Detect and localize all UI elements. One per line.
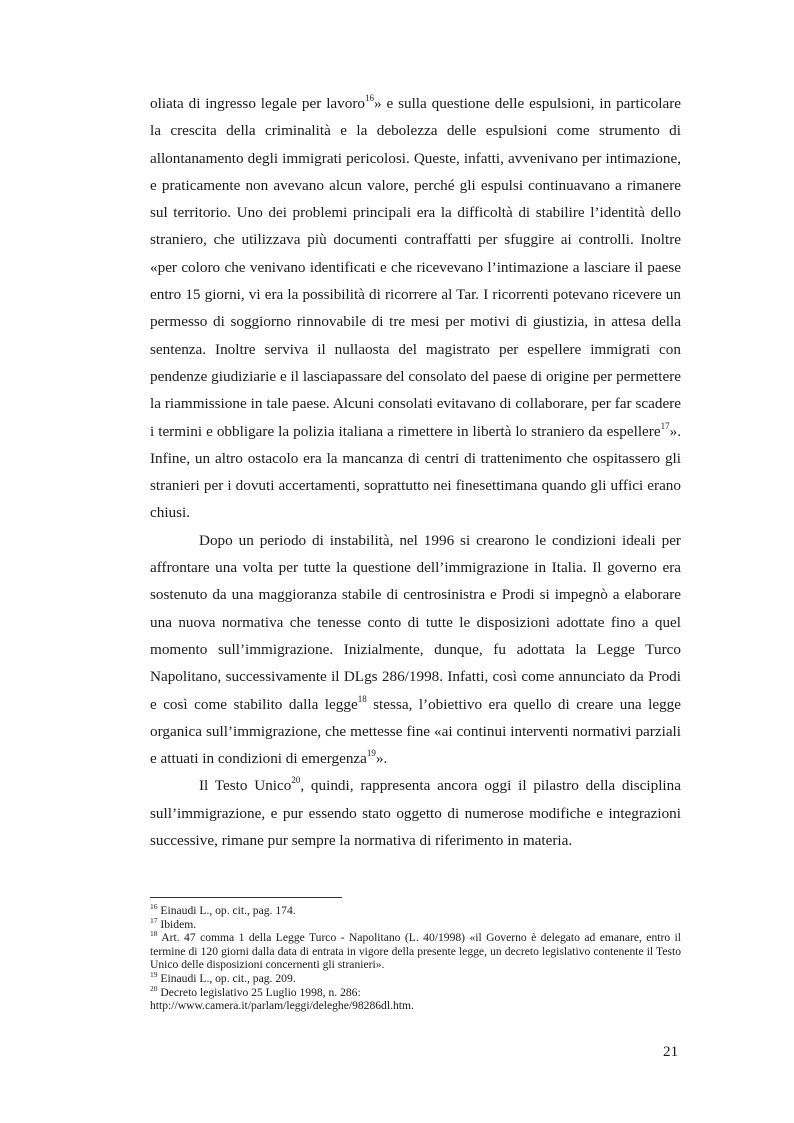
footnote-reference: 19 (366, 748, 376, 759)
footnote (150, 969, 681, 986)
footnote-reference: 17 (660, 420, 670, 431)
paragraph-text: Dopo un periodo di instabilità, nel 1996 si crearono le condizioni ideali per affrontare una volta per tutte la questione dell’immigrazione in Italia. Il governo era sostenuto da una maggioranza stabile di centrosinistra e Prodi si impegnò a elaborare una nuova normativa che tenesse conto di tutte le disposizioni adottate fino a quel momento sull’immigrazione. Inizialmente, dunque, fu adottata la Legge Turco Napolitano, successivamente il DLgs 286/1998. Infatti, così come annunciato da Prodi e così come stabilito dalla legge (150, 531, 681, 713)
footnote-number: 18 (150, 929, 158, 939)
paragraph-text: » e sulla questione delle espulsioni, in particolare la crescita della criminalità e la debolezza delle espulsioni come strumento di allontanamento degli immigrati pericolosi. Queste, infatti, avvenivano per intimazione, e praticamente non avevano alcun valore, perché gli espulsi continuavano a rimanere sul territorio. Uno dei problemi principali era la difficoltà di stabilire l’identità dello straniero, che utilizzava più documenti contraffatti per sfuggire ai controlli. Inoltre «per coloro che venivano identificati e che ricevevano l’intimazione a lasciare il paese entro 15 giorni, vi era la possibilità di ricorrere al Tar. I ricorrenti potevano ricevere un permesso di soggiorno rinnovabile di tre mesi per motivi di giustizia, in attesa della sentenza. Inoltre serviva il nullaosta del magistrato per espellere immigrati con pendenze giudiziarie e il lasciapassare del consolato del paese di origine per permettere la riammissione in tale paese. Alcuni consolati evitavano di collaborare, per far scadere i termini e obbligare la polizia italiana a rimettere in libertà lo straniero da espellere (150, 95, 681, 440)
paragraph-text: ». (375, 750, 388, 768)
footnotes (150, 904, 681, 1013)
footnote-text: Ibidem. (157, 917, 197, 931)
paragraph-text: oliata di ingresso legale per lavoro (150, 95, 365, 112)
footnote-text: Einaudi L., op. cit., pag. 174. (157, 904, 296, 917)
footnote (150, 983, 681, 1000)
body-text (150, 90, 681, 854)
footnote-text: http://www.camera.it/parlam/leggi/deleghe/98286dl.htm. (150, 999, 414, 1013)
paragraph (150, 527, 681, 773)
paragraph (150, 90, 681, 527)
footnote-number: 19 (150, 969, 158, 979)
footnote (150, 915, 681, 932)
footnote-separator (150, 897, 342, 898)
footnote-reference: 18 (357, 693, 367, 704)
footnote-reference: 20 (291, 775, 301, 786)
footnote (150, 999, 681, 1013)
page-number: 21 (663, 1043, 679, 1060)
footnote-number: 16 (150, 902, 158, 911)
footnote-text: Decreto legislativo 25 Luglio 1998, n. 286: (157, 985, 361, 999)
footnote-text: Einaudi L., op. cit., pag. 209. (157, 971, 296, 985)
footnote-reference: 16 (365, 93, 374, 103)
paragraph-text: stessa, l’obiettivo era quello di creare una legge organica sull’immigrazione, che mettesse fine «ai continui interventi normativi parziali e attuati in condizioni di emergenza (150, 695, 681, 768)
footnote-text: Art. 47 comma 1 della Legge Turco - Napolitano (L. 40/1998) «il Governo è delegato ad emanare, entro il termine di 120 giorni dalla data di entrata in vigore della presente legge, un decreto legislativo contenente il Testo Unico delle disposizioni concernenti gli stranieri». (150, 931, 681, 972)
paragraph-text: Il Testo Unico (199, 777, 292, 795)
paragraph-text: , quindi, rappresenta ancora oggi il pilastro della disciplina sull’immigrazione, e pur essendo stato oggetto di numerose modifiche e integrazioni successive, rimane pur sempre la normativa di riferimento in materia. (150, 777, 681, 850)
footnote (150, 931, 681, 972)
footnote-number: 20 (150, 983, 158, 993)
paragraph (150, 772, 681, 854)
footnote-number: 17 (150, 915, 158, 925)
paragraph-text: ». Infine, un altro ostacolo era la mancanza di centri di trattenimento che ospitassero gli stranieri per i dovuti accertamenti, soprattutto nei finesettimana quando gli uffici erano chiusi. (150, 422, 681, 522)
footnote (150, 904, 681, 918)
